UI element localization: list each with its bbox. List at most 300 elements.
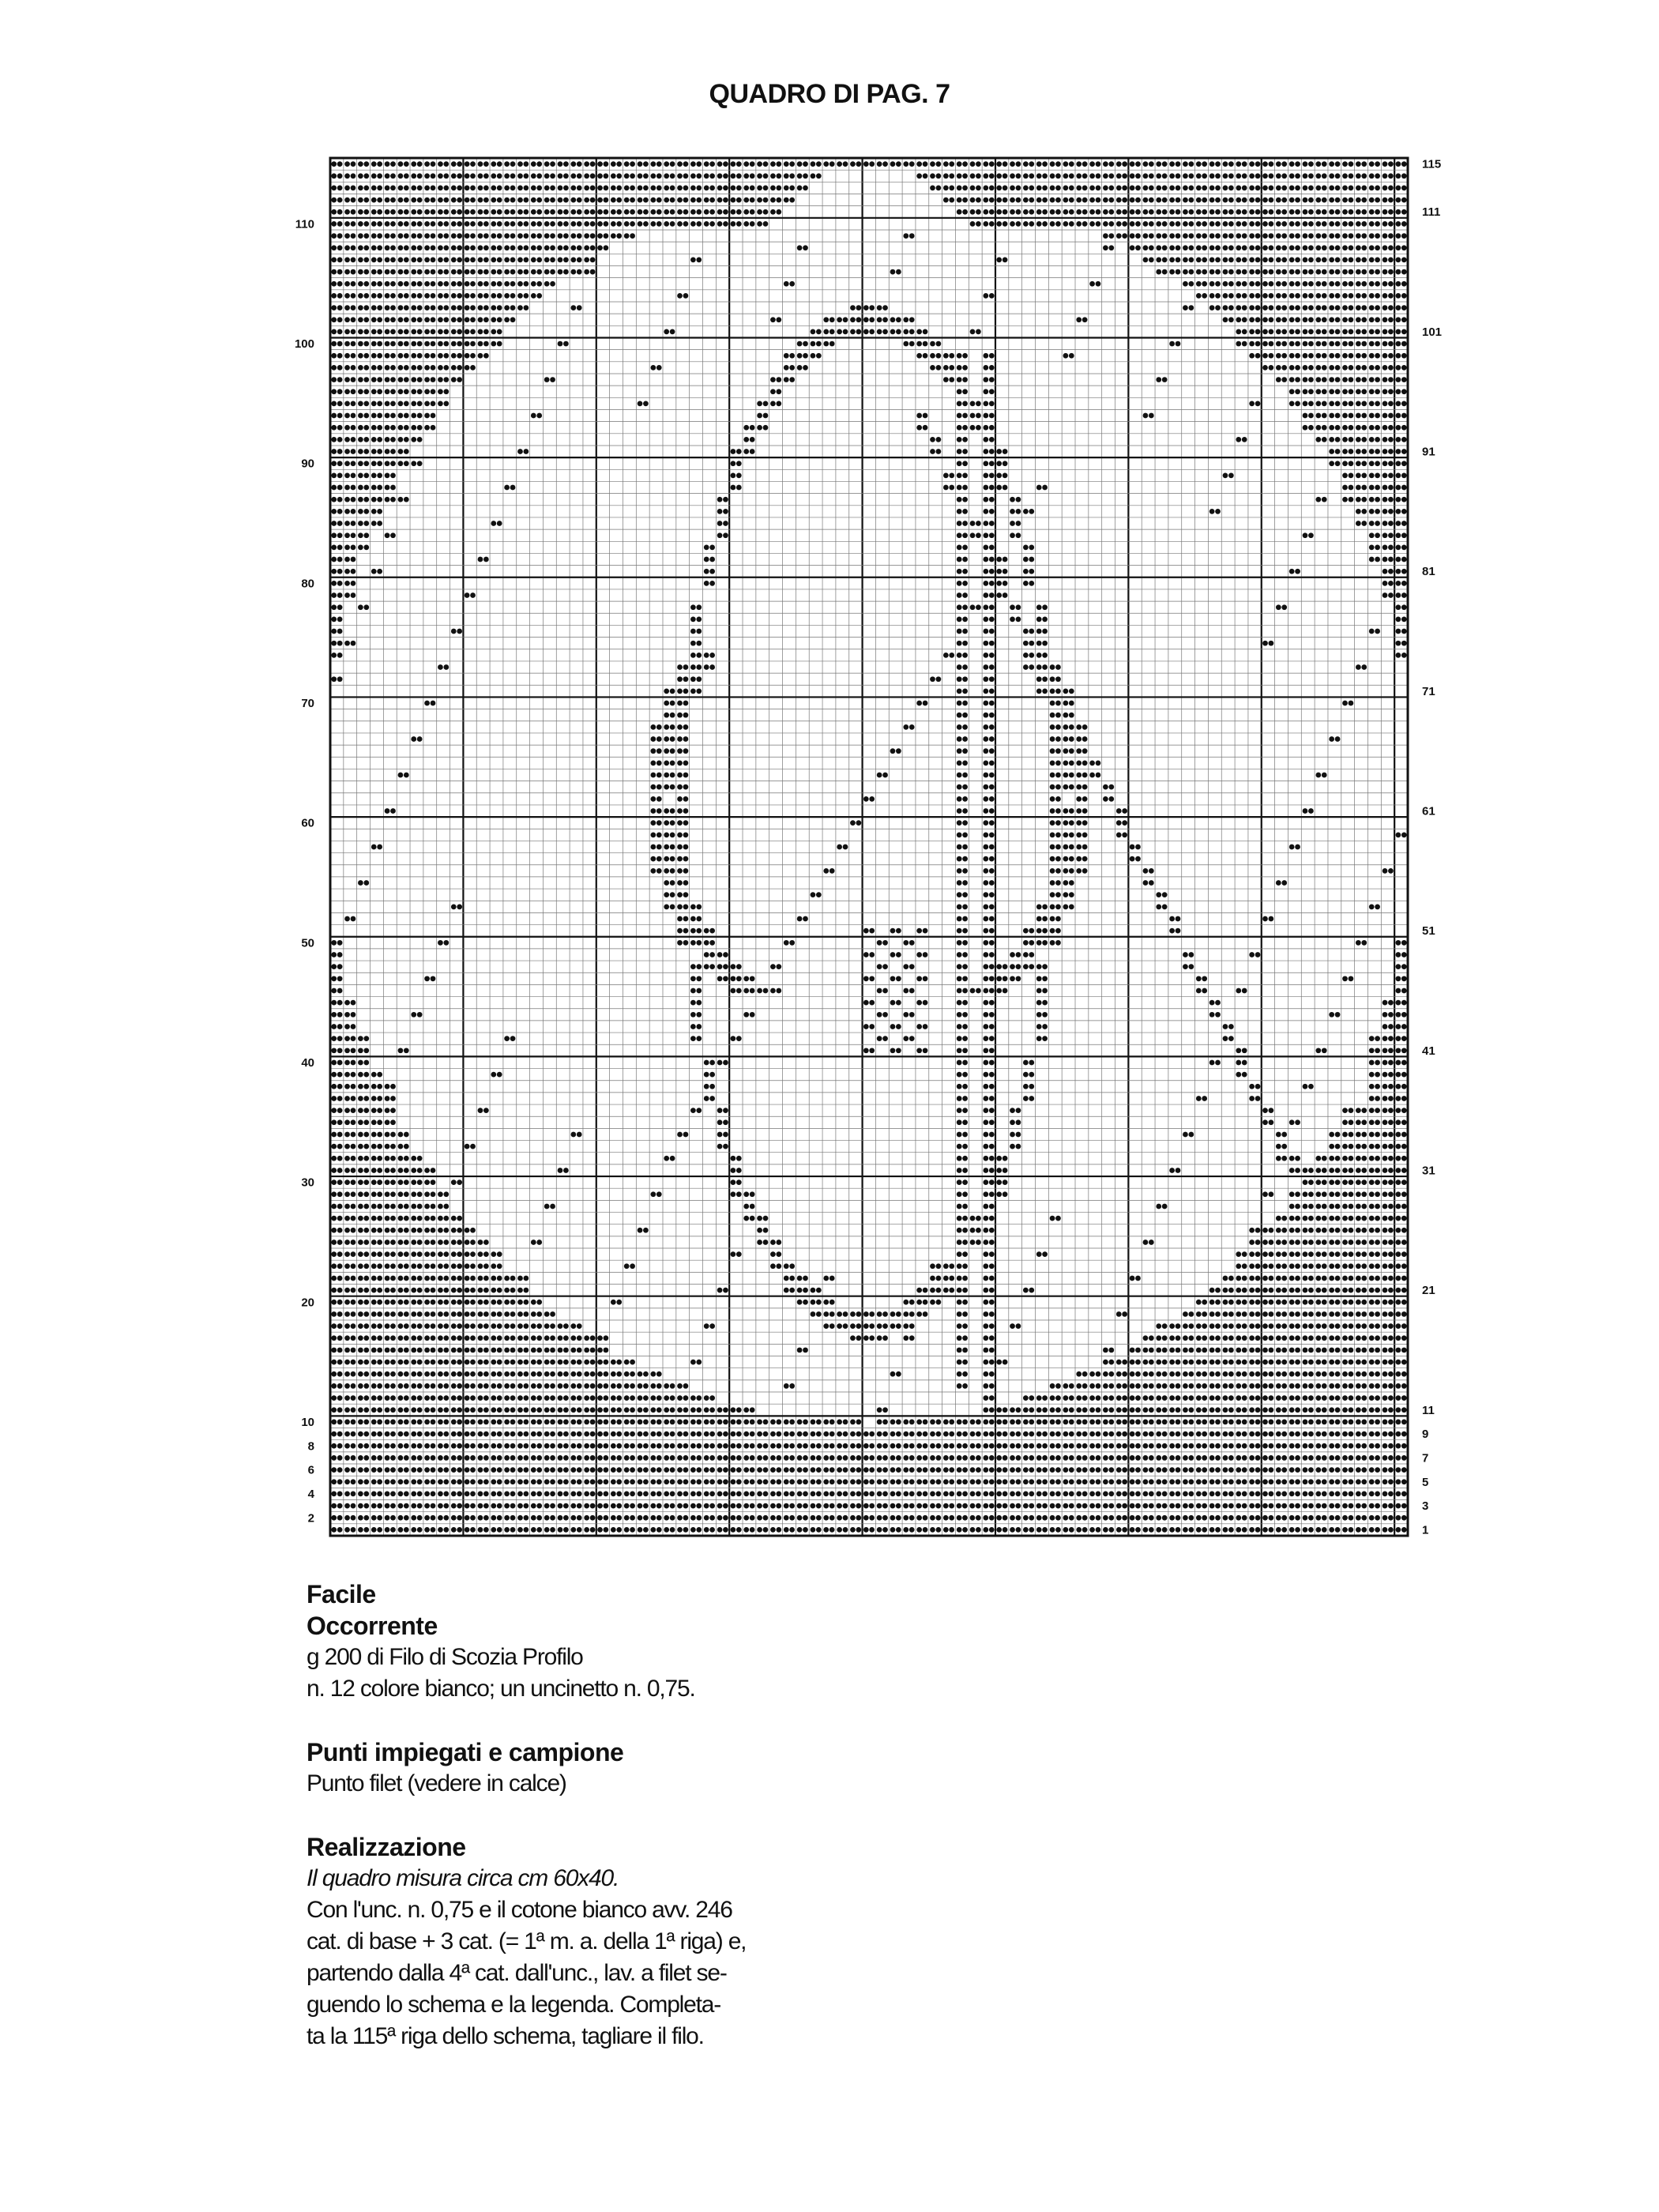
filled-cell-dot	[390, 532, 396, 538]
filled-cell-dot	[989, 904, 995, 909]
filled-cell-dot	[1269, 1240, 1274, 1245]
filled-cell-dot	[1116, 1492, 1122, 1497]
filled-cell-dot	[424, 1479, 430, 1484]
filled-cell-dot	[650, 868, 656, 874]
filled-cell-dot	[371, 845, 377, 850]
filled-cell-dot	[789, 1515, 795, 1521]
filled-cell-dot	[903, 1503, 908, 1509]
filled-cell-dot	[1103, 796, 1108, 802]
filled-cell-dot	[465, 1431, 470, 1437]
filled-cell-dot	[770, 1240, 776, 1245]
filled-cell-dot	[351, 1335, 356, 1341]
filled-cell-dot	[331, 1515, 337, 1521]
filled-cell-dot	[1236, 1371, 1241, 1377]
filled-cell-dot	[957, 1503, 962, 1509]
filled-cell-dot	[996, 592, 1002, 598]
filled-cell-dot	[916, 1000, 922, 1006]
filled-cell-dot	[1388, 1119, 1394, 1125]
filled-cell-dot	[989, 748, 995, 754]
filled-cell-dot	[371, 401, 377, 407]
filled-cell-dot	[784, 1263, 789, 1269]
filled-cell-dot	[863, 1515, 869, 1521]
filled-cell-dot	[1388, 1168, 1394, 1173]
filled-cell-dot	[690, 964, 696, 969]
filled-cell-dot	[351, 485, 356, 491]
filled-cell-dot	[1050, 856, 1055, 862]
filled-cell-dot	[656, 856, 662, 862]
filled-cell-dot	[363, 1467, 369, 1473]
filled-cell-dot	[351, 1119, 356, 1125]
filled-cell-dot	[909, 1443, 915, 1449]
filled-cell-dot	[1176, 916, 1181, 922]
filled-cell-dot	[465, 1515, 470, 1521]
filled-cell-dot	[983, 832, 988, 837]
filled-cell-dot	[1369, 1395, 1375, 1401]
filled-cell-dot	[1103, 1395, 1108, 1401]
filled-cell-dot	[331, 976, 337, 981]
filled-cell-dot	[743, 1527, 749, 1533]
filled-cell-dot	[957, 1036, 962, 1041]
filled-cell-dot	[1342, 1407, 1348, 1413]
filled-cell-dot	[544, 1360, 550, 1365]
filled-cell-dot	[736, 473, 742, 479]
filled-cell-dot	[1122, 1467, 1127, 1473]
filled-cell-dot	[670, 880, 675, 886]
filled-cell-dot	[1369, 1168, 1375, 1173]
filled-cell-dot	[390, 1156, 396, 1161]
filled-cell-dot	[690, 1431, 696, 1437]
filled-cell-dot	[491, 1503, 496, 1509]
filled-cell-dot	[850, 1335, 856, 1341]
filled-cell-dot	[989, 641, 995, 646]
filled-cell-dot	[696, 664, 702, 670]
filled-cell-dot	[1329, 1515, 1334, 1521]
filled-cell-dot	[1016, 1443, 1021, 1449]
filled-cell-dot	[1103, 1515, 1108, 1521]
filled-cell-dot	[638, 1228, 643, 1233]
filled-cell-dot	[483, 1383, 489, 1389]
filled-cell-dot	[404, 1455, 409, 1461]
filled-cell-dot	[377, 1144, 382, 1149]
filled-cell-dot	[443, 1371, 449, 1377]
filled-cell-dot	[531, 1395, 536, 1401]
filled-cell-dot	[736, 1467, 742, 1473]
filled-cell-dot	[916, 1288, 922, 1293]
filled-cell-dot	[624, 1263, 630, 1269]
filled-cell-dot	[1335, 1191, 1341, 1197]
filled-cell-dot	[337, 1251, 343, 1257]
filled-cell-dot	[371, 1492, 377, 1497]
filled-cell-dot	[1116, 1479, 1122, 1484]
filled-cell-dot	[1116, 820, 1122, 826]
filled-cell-dot	[1361, 940, 1367, 946]
filled-cell-dot	[1382, 1383, 1388, 1389]
filled-cell-dot	[1262, 1335, 1268, 1341]
filled-cell-dot	[1322, 1300, 1327, 1305]
filled-cell-dot	[983, 1323, 988, 1329]
filled-cell-dot	[344, 1395, 350, 1401]
filled-cell-dot	[936, 1420, 942, 1425]
filled-cell-dot	[398, 437, 404, 442]
filled-cell-dot	[770, 1492, 776, 1497]
filled-cell-dot	[989, 616, 995, 622]
filled-cell-dot	[930, 1420, 935, 1425]
filled-cell-dot	[983, 736, 988, 742]
filled-cell-dot	[1010, 1132, 1015, 1138]
filled-cell-dot	[1276, 1251, 1281, 1257]
filled-cell-dot	[411, 1455, 416, 1461]
filled-cell-dot	[331, 485, 337, 491]
filled-cell-dot	[398, 377, 404, 382]
filled-cell-dot	[856, 1527, 862, 1533]
filled-cell-dot	[344, 1168, 350, 1173]
filled-cell-dot	[331, 616, 337, 622]
filled-cell-dot	[957, 676, 962, 682]
filled-cell-dot	[1369, 1360, 1375, 1365]
filled-cell-dot	[1069, 832, 1074, 837]
filled-cell-dot	[630, 1515, 635, 1521]
filled-cell-dot	[371, 1479, 377, 1484]
filled-cell-dot	[1215, 1360, 1221, 1365]
filled-cell-dot	[363, 1335, 369, 1341]
filled-cell-dot	[1196, 1323, 1202, 1329]
filled-cell-dot	[1156, 1323, 1161, 1329]
filled-cell-dot	[358, 1263, 363, 1269]
filled-cell-dot	[989, 1156, 995, 1161]
filled-cell-dot	[943, 377, 949, 382]
filled-cell-dot	[1010, 1503, 1015, 1509]
filled-cell-dot	[457, 1288, 462, 1293]
filled-cell-dot	[1303, 1179, 1308, 1185]
filled-cell-dot	[856, 1323, 862, 1329]
filled-cell-dot	[896, 976, 901, 981]
filled-cell-dot	[983, 581, 988, 586]
filled-cell-dot	[371, 1251, 377, 1257]
filled-cell-dot	[1262, 1515, 1268, 1521]
filled-cell-dot	[1249, 952, 1255, 957]
filled-cell-dot	[398, 1311, 404, 1317]
filled-cell-dot	[424, 1383, 430, 1389]
filled-cell-dot	[1082, 868, 1088, 874]
filled-cell-dot	[1089, 1420, 1095, 1425]
filled-cell-dot	[989, 1048, 995, 1053]
filled-cell-dot	[398, 1455, 404, 1461]
filled-cell-dot	[1322, 1168, 1327, 1173]
filled-cell-dot	[816, 1492, 822, 1497]
filled-cell-dot	[337, 952, 343, 957]
filled-cell-dot	[590, 1503, 596, 1509]
filled-cell-dot	[704, 1515, 709, 1521]
filled-cell-dot	[390, 1311, 396, 1317]
filled-cell-dot	[344, 449, 350, 454]
filled-cell-dot	[1249, 1431, 1255, 1437]
filled-cell-dot	[385, 1443, 390, 1449]
filled-cell-dot	[1262, 1119, 1268, 1125]
filled-cell-dot	[1361, 1179, 1367, 1185]
filled-cell-dot	[1116, 1383, 1122, 1389]
filled-cell-dot	[431, 1383, 436, 1389]
filled-cell-dot	[570, 1383, 576, 1389]
filled-cell-dot	[923, 1479, 928, 1484]
filled-cell-dot	[962, 976, 968, 981]
filled-cell-dot	[371, 1371, 377, 1377]
filled-cell-dot	[1375, 1335, 1380, 1341]
filled-cell-dot	[1276, 1132, 1281, 1138]
filled-cell-dot	[757, 401, 762, 407]
filled-cell-dot	[863, 976, 869, 981]
filled-cell-dot	[949, 1420, 954, 1425]
filled-cell-dot	[843, 1455, 848, 1461]
filled-cell-dot	[1335, 1288, 1341, 1293]
filled-cell-dot	[1042, 1420, 1048, 1425]
filled-cell-dot	[1135, 1383, 1141, 1389]
filled-cell-dot	[1209, 1455, 1215, 1461]
filled-cell-dot	[371, 1240, 377, 1245]
filled-cell-dot	[962, 701, 968, 706]
filled-cell-dot	[1281, 604, 1287, 610]
filled-cell-dot	[869, 1527, 875, 1533]
filled-cell-dot	[983, 1119, 988, 1125]
filled-cell-dot	[584, 1455, 589, 1461]
filled-cell-dot	[344, 1348, 350, 1353]
filled-cell-dot	[930, 676, 935, 682]
filled-cell-dot	[1303, 1191, 1308, 1197]
filled-cell-dot	[1023, 1096, 1029, 1101]
filled-cell-dot	[1396, 1179, 1401, 1185]
filled-cell-dot	[1069, 1492, 1074, 1497]
filled-cell-dot	[1209, 1431, 1215, 1437]
filled-cell-dot	[1055, 1492, 1061, 1497]
filled-cell-dot	[949, 1276, 954, 1281]
filled-cell-dot	[351, 1096, 356, 1101]
filled-cell-dot	[962, 1132, 968, 1138]
filled-cell-dot	[504, 1420, 510, 1425]
filled-cell-dot	[837, 1443, 842, 1449]
filled-cell-dot	[650, 808, 656, 814]
filled-cell-dot	[1082, 1383, 1088, 1389]
filled-cell-dot	[962, 1467, 968, 1473]
filled-cell-dot	[1103, 1467, 1108, 1473]
filled-cell-dot	[1089, 1371, 1095, 1377]
filled-cell-dot	[1196, 1443, 1202, 1449]
filled-cell-dot	[723, 1288, 728, 1293]
filled-cell-dot	[337, 1492, 343, 1497]
filled-cell-dot	[736, 1156, 742, 1161]
filled-cell-dot	[331, 521, 337, 526]
filled-cell-dot	[1281, 1348, 1287, 1353]
filled-cell-dot	[1076, 1515, 1082, 1521]
filled-cell-dot	[337, 1407, 343, 1413]
filled-cell-dot	[983, 1503, 988, 1509]
filled-cell-dot	[1388, 449, 1394, 454]
filled-cell-dot	[1369, 1383, 1375, 1389]
filled-cell-dot	[856, 1311, 862, 1317]
filled-cell-dot	[1016, 976, 1021, 981]
filled-cell-dot	[664, 1492, 669, 1497]
filled-cell-dot	[431, 701, 436, 706]
filled-cell-dot	[923, 1000, 928, 1006]
filled-cell-dot	[1349, 1251, 1354, 1257]
filled-cell-dot	[1069, 1515, 1074, 1521]
filled-cell-dot	[1401, 1060, 1407, 1066]
filled-cell-dot	[1349, 1300, 1354, 1305]
filled-cell-dot	[923, 1431, 928, 1437]
filled-cell-dot	[856, 1455, 862, 1461]
filled-cell-dot	[417, 389, 423, 394]
filled-cell-dot	[398, 1288, 404, 1293]
filled-cell-dot	[398, 425, 404, 431]
filled-cell-dot	[1202, 1527, 1207, 1533]
filled-cell-dot	[1375, 509, 1380, 514]
filled-cell-dot	[358, 389, 363, 394]
filled-cell-dot	[983, 856, 988, 862]
filled-cell-dot	[943, 1420, 949, 1425]
filled-cell-dot	[531, 1323, 536, 1329]
filled-cell-dot	[638, 1407, 643, 1413]
filled-cell-dot	[776, 1515, 781, 1521]
filled-cell-dot	[504, 1348, 510, 1353]
filled-cell-dot	[363, 1300, 369, 1305]
filled-cell-dot	[1082, 1492, 1088, 1497]
filled-cell-dot	[1281, 1216, 1287, 1221]
filled-cell-dot	[1242, 1503, 1247, 1509]
filled-cell-dot	[371, 1263, 377, 1269]
filled-cell-dot	[856, 1515, 862, 1521]
filled-cell-dot	[465, 1276, 470, 1281]
filled-cell-dot	[550, 1395, 555, 1401]
filled-cell-dot	[957, 892, 962, 897]
filled-cell-dot	[390, 1204, 396, 1209]
filled-cell-dot	[638, 1527, 643, 1533]
filled-cell-dot	[1401, 437, 1407, 442]
filled-cell-dot	[597, 1335, 603, 1341]
filled-cell-dot	[1162, 1467, 1168, 1473]
filled-cell-dot	[443, 1276, 449, 1281]
filled-cell-dot	[1396, 1479, 1401, 1484]
filled-cell-dot	[1149, 1395, 1154, 1401]
filled-cell-dot	[1162, 904, 1168, 909]
filled-cell-dot	[443, 1395, 449, 1401]
filled-cell-dot	[457, 1251, 462, 1257]
filled-cell-dot	[1269, 1407, 1274, 1413]
filled-cell-dot	[763, 1420, 769, 1425]
filled-cell-dot	[377, 1216, 382, 1221]
filled-cell-dot	[1236, 1288, 1241, 1293]
filled-cell-dot	[331, 1311, 337, 1317]
filled-cell-dot	[443, 1527, 449, 1533]
filled-cell-dot	[731, 1467, 736, 1473]
filled-cell-dot	[351, 1420, 356, 1425]
filled-cell-dot	[1143, 413, 1149, 419]
filled-cell-dot	[717, 1515, 723, 1521]
filled-cell-dot	[584, 1420, 589, 1425]
filled-cell-dot	[1289, 1276, 1295, 1281]
filled-cell-dot	[664, 1527, 669, 1533]
filled-cell-dot	[696, 1503, 702, 1509]
filled-cell-dot	[877, 1323, 882, 1329]
filled-cell-dot	[1063, 868, 1069, 874]
filled-cell-dot	[803, 1479, 808, 1484]
filled-cell-dot	[510, 1348, 516, 1353]
filled-cell-dot	[1096, 773, 1101, 778]
filled-cell-dot	[696, 1012, 702, 1018]
filled-cell-dot	[1050, 676, 1055, 682]
filled-cell-dot	[1382, 1515, 1388, 1521]
filled-cell-dot	[497, 1276, 502, 1281]
filled-cell-dot	[989, 856, 995, 862]
filled-cell-dot	[363, 1360, 369, 1365]
filled-cell-dot	[457, 377, 462, 382]
filled-cell-dot	[1202, 1492, 1207, 1497]
filled-cell-dot	[344, 521, 350, 526]
filled-cell-dot	[363, 1084, 369, 1089]
filled-cell-dot	[1249, 1395, 1255, 1401]
filled-cell-dot	[1322, 773, 1327, 778]
filled-cell-dot	[363, 509, 369, 514]
filled-cell-dot	[989, 1179, 995, 1185]
filled-cell-dot	[531, 1240, 536, 1245]
filled-cell-dot	[1228, 1479, 1234, 1484]
filled-cell-dot	[377, 485, 382, 491]
filled-cell-dot	[491, 1420, 496, 1425]
filled-cell-dot	[1329, 1335, 1334, 1341]
filled-cell-dot	[736, 964, 742, 969]
filled-cell-dot	[451, 1467, 457, 1473]
filled-cell-dot	[1055, 916, 1061, 922]
filled-cell-dot	[1349, 1144, 1354, 1149]
filled-cell-dot	[1188, 1431, 1194, 1437]
filled-cell-dot	[743, 437, 749, 442]
filled-cell-dot	[1042, 1024, 1048, 1029]
filled-cell-dot	[1055, 1467, 1061, 1473]
filled-cell-dot	[1162, 1455, 1168, 1461]
filled-cell-dot	[1308, 1216, 1314, 1221]
filled-cell-dot	[996, 1527, 1002, 1533]
filled-cell-dot	[1356, 473, 1361, 479]
filled-cell-dot	[424, 1492, 430, 1497]
filled-cell-dot	[510, 1395, 516, 1401]
filled-cell-dot	[803, 1455, 808, 1461]
filled-cell-dot	[1382, 868, 1388, 874]
filled-cell-dot	[976, 1240, 981, 1245]
filled-cell-dot	[1236, 1276, 1241, 1281]
filled-cell-dot	[497, 1503, 502, 1509]
filled-cell-dot	[830, 1527, 835, 1533]
filled-cell-dot	[1375, 413, 1380, 419]
filled-cell-dot	[763, 1216, 769, 1221]
filled-cell-dot	[563, 1492, 569, 1497]
filled-cell-dot	[1162, 1420, 1168, 1425]
filled-cell-dot	[1023, 1420, 1029, 1425]
filled-cell-dot	[351, 413, 356, 419]
filled-cell-dot	[717, 1288, 723, 1293]
filled-cell-dot	[510, 1515, 516, 1521]
filled-cell-dot	[1315, 1251, 1321, 1257]
filled-cell-dot	[1342, 1191, 1348, 1197]
filled-cell-dot	[570, 1348, 576, 1353]
filled-cell-dot	[830, 1479, 835, 1484]
filled-cell-dot	[1116, 1360, 1122, 1365]
filled-cell-dot	[957, 964, 962, 969]
filled-cell-dot	[563, 1407, 569, 1413]
filled-cell-dot	[377, 1156, 382, 1161]
filled-cell-dot	[757, 413, 762, 419]
filled-cell-dot	[877, 1311, 882, 1317]
filled-cell-dot	[1010, 1467, 1015, 1473]
filled-cell-dot	[470, 1251, 476, 1257]
filled-cell-dot	[443, 1420, 449, 1425]
filled-cell-dot	[550, 1479, 555, 1484]
